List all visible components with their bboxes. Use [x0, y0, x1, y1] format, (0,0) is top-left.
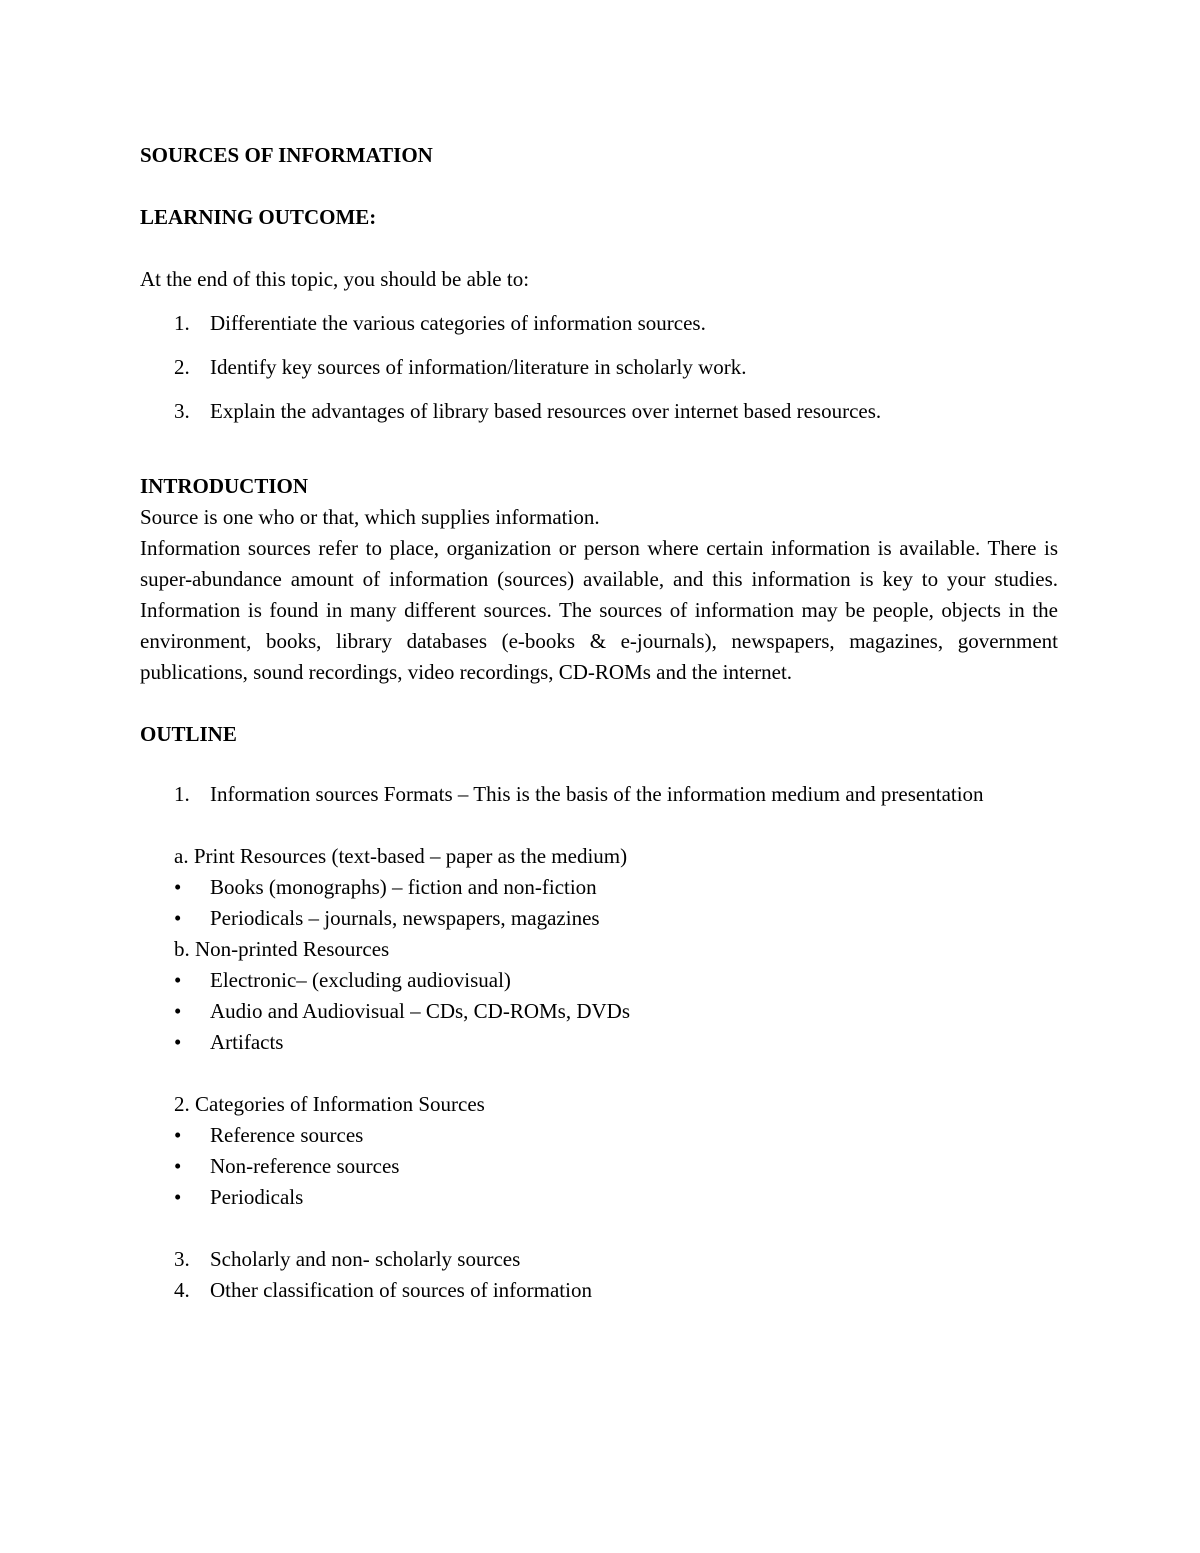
outline-item-4	[140, 1275, 1058, 1306]
list-number: 2.	[174, 355, 190, 379]
bullet: •	[174, 999, 182, 1023]
list-number: 1.	[174, 782, 190, 806]
learning-outcome-intro: At the end of this topic, you should be able to:	[140, 267, 530, 291]
bullet: •	[174, 1154, 182, 1178]
list-item	[140, 872, 1058, 903]
nonprint-resources-label: b. Non-printed Resources	[174, 937, 390, 961]
outcome-item-1	[140, 308, 1058, 339]
bullet-text: Artifacts	[210, 1030, 284, 1054]
list-number: 1.	[174, 311, 190, 335]
bullet-text: Audio and Audiovisual – CDs, CD-ROMs, DVDs	[210, 999, 631, 1023]
introduction-heading: INTRODUCTION	[140, 474, 309, 498]
list-item	[140, 903, 1058, 934]
bullet: •	[174, 968, 182, 992]
document-page	[140, 140, 1058, 1306]
bullet-text: Periodicals	[210, 1185, 304, 1209]
introduction-paragraph: Information sources refer to place, organization or person where certain information is available. There is super-abundance amount of information (sources) available, and this information is key to your studies. Information is found in many different sources. The sources of information may be people, objects in the environment, books, library databases (e-books & e-journals), newspapers, magazines, government publications, sound recordings, video recordings, CD-ROMs and the internet.	[140, 536, 1058, 684]
bullet-text: Electronic– (excluding audiovisual)	[210, 968, 511, 992]
outline-item-text: Scholarly and non- scholarly sources	[210, 1247, 521, 1271]
categories-list	[140, 1120, 1058, 1213]
bullet: •	[174, 875, 182, 899]
list-item	[140, 965, 1058, 996]
list-item	[140, 1027, 1058, 1058]
bullet: •	[174, 1185, 182, 1209]
nonprint-resources-list	[140, 965, 1058, 1058]
bullet-text: Non-reference sources	[210, 1154, 400, 1178]
learning-outcome-heading: LEARNING OUTCOME:	[140, 205, 377, 229]
list-item	[140, 1120, 1058, 1151]
list-number: 4.	[174, 1278, 190, 1302]
introduction-line: Source is one who or that, which supplies information.	[140, 505, 600, 529]
outline-heading: OUTLINE	[140, 722, 237, 746]
list-number: 3.	[174, 1247, 190, 1271]
outcome-item-3	[140, 396, 1058, 427]
list-item	[140, 996, 1058, 1027]
outline-item-text: Information sources Formats – This is the basis of the information medium and presentation	[210, 782, 984, 806]
outline-item-1	[140, 779, 1058, 810]
categories-label: 2. Categories of Information Sources	[174, 1092, 485, 1116]
bullet-text: Reference sources	[210, 1123, 364, 1147]
print-resources-label: a. Print Resources (text-based – paper as the medium)	[174, 844, 628, 868]
list-item	[140, 1182, 1058, 1213]
bullet-text: Books (monographs) – fiction and non-fiction	[210, 875, 597, 899]
outcome-text: Differentiate the various categories of information sources.	[210, 311, 706, 335]
list-number: 3.	[174, 399, 190, 423]
bullet: •	[174, 1123, 182, 1147]
outcome-text: Explain the advantages of library based resources over internet based resources.	[210, 399, 882, 423]
bullet: •	[174, 906, 182, 930]
learning-outcome-list	[140, 308, 1058, 427]
outline-item-text: Other classification of sources of information	[210, 1278, 592, 1302]
outline-item-3	[140, 1244, 1058, 1275]
outcome-text: Identify key sources of information/literature in scholarly work.	[210, 355, 747, 379]
page-title: SOURCES OF INFORMATION	[140, 143, 433, 167]
list-item	[140, 1151, 1058, 1182]
outcome-item-2	[140, 352, 1058, 383]
print-resources-list	[140, 872, 1058, 934]
bullet-text: Periodicals – journals, newspapers, magazines	[210, 906, 600, 930]
bullet: •	[174, 1030, 182, 1054]
outline-numbered-list	[140, 1244, 1058, 1306]
